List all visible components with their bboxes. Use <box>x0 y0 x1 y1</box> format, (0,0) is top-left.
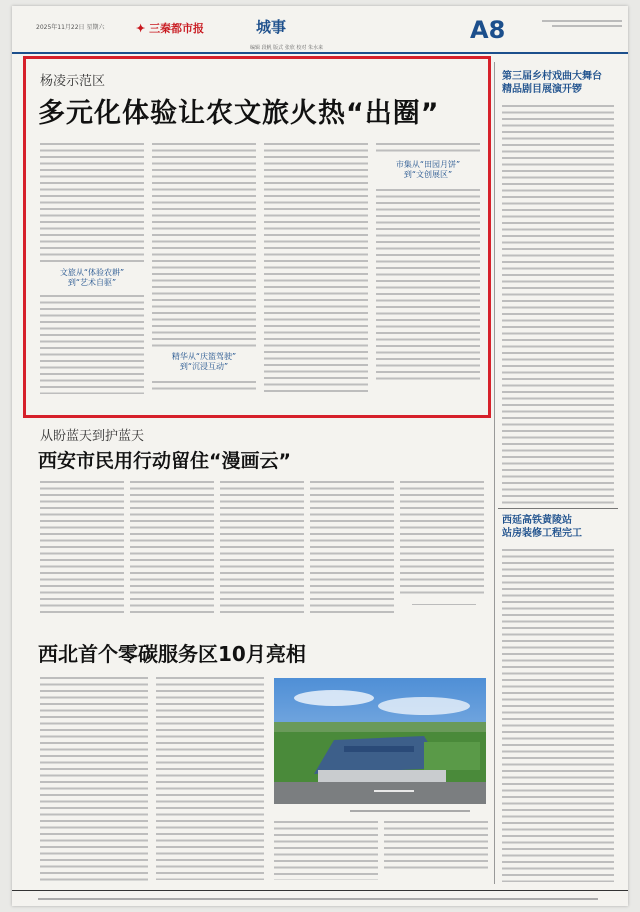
story3-text-col2 <box>156 674 264 880</box>
story1-subhead-b: 精华从“庆篮驾驶” 到“沉浸互动” <box>171 352 237 371</box>
sidebar-separator <box>498 508 618 509</box>
story2-text-col3 <box>220 478 304 616</box>
sidebar-headline-1: 第三届乡村戏曲大舞台 精品剧目展演开锣 <box>502 71 602 95</box>
logo-mark-icon: ✦ <box>136 22 146 35</box>
story1-text-col4a <box>376 140 480 154</box>
story1-text-col2a <box>152 140 256 348</box>
story2-text-col1 <box>40 478 124 616</box>
story3-text-col3 <box>274 818 378 880</box>
story2-kicker: 从盼蓝天到护蓝天 <box>40 429 145 444</box>
logo-text: 三秦都市报 <box>149 22 205 35</box>
sidebar-text-1 <box>502 102 614 504</box>
story1-text-col1b <box>40 292 144 394</box>
story1-text-col2b <box>152 378 256 394</box>
story3-text-col1 <box>40 674 148 882</box>
service-area-photo-image <box>274 678 486 804</box>
story1-text-col4b <box>376 186 480 382</box>
story1-subhead-c: 市集从“田园月饼” 到“文创展区” <box>395 160 461 179</box>
newspaper-page <box>12 6 628 906</box>
story1-subhead-a: 文旅从“体验农耕” 到“艺术自驱” <box>59 268 125 287</box>
page-footer <box>12 890 628 906</box>
story2-text-col5 <box>400 478 484 594</box>
sidebar-headline-2: 西延高铁黄陵站 站房装修工程完工 <box>502 515 582 539</box>
story2-text-col2 <box>130 478 214 616</box>
page-number: A8 <box>470 16 506 44</box>
story3-headline: 西北首个零碳服务区10月亮相 <box>38 642 306 666</box>
newspaper-logo <box>136 20 204 36</box>
story1-text-col3 <box>264 140 368 394</box>
section-credits: 编辑 段帆 版式 张欣 校对 朱水来 <box>250 45 323 51</box>
section-title: 城事 <box>256 18 287 36</box>
story1-headline: 多元化体验让农文旅火热“出圈” <box>38 98 440 129</box>
story2-text-col4 <box>310 478 394 616</box>
sidebar-text-2 <box>502 546 614 882</box>
photo-caption <box>350 808 470 812</box>
story2-byline <box>412 604 476 605</box>
service-area-photo <box>274 678 486 804</box>
masthead-contact <box>512 18 622 30</box>
issue-date: 2025年11月22日 星期六 <box>36 24 105 31</box>
story3-text-col4 <box>384 818 488 870</box>
masthead <box>12 6 628 54</box>
story1-kicker: 杨凌示范区 <box>40 74 106 89</box>
sidebar-divider <box>494 62 495 884</box>
story1-text-col1a <box>40 140 144 264</box>
story2-headline: 西安市民用行动留住“漫画云” <box>38 450 291 472</box>
